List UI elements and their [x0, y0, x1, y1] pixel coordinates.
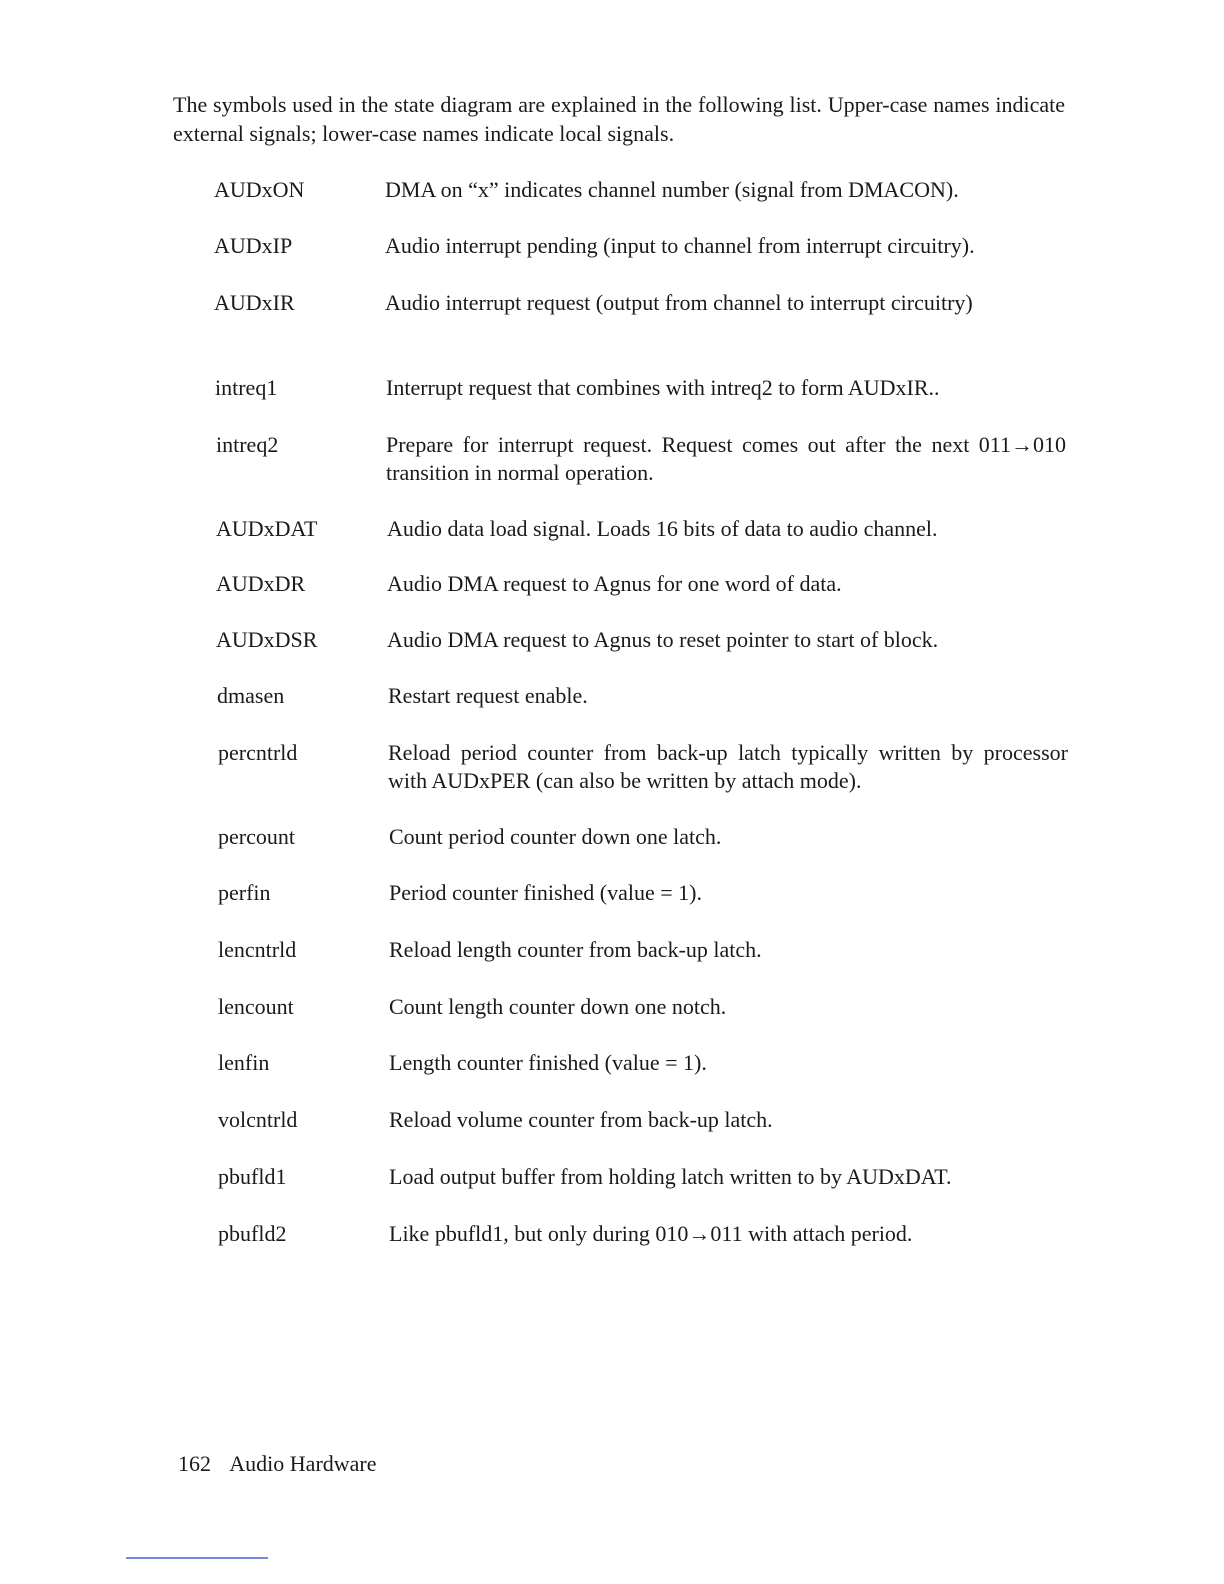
definition-term: dmasen — [217, 683, 285, 708]
section-title: Audio Hardware — [229, 1451, 377, 1476]
definition-description: Load output buffer from holding latch written to by AUDxDAT. — [389, 1164, 952, 1189]
definition-term: intreq2 — [216, 432, 279, 457]
definition-description: Audio data load signal. Loads 16 bits of data to audio channel. — [387, 516, 938, 541]
definition-description: Period counter finished (value = 1). — [389, 880, 702, 905]
definition-term: AUDxIR — [214, 290, 295, 315]
definition-description: Length counter finished (value = 1). — [389, 1050, 707, 1075]
definition-term: pbufld1 — [218, 1164, 287, 1189]
definition-term: percount — [218, 824, 295, 849]
definition-description: Count period counter down one latch. — [389, 824, 722, 849]
page-footer — [178, 1450, 377, 1478]
definition-term: lencntrld — [218, 937, 297, 962]
definition-description: Prepare for interrupt request. Request comes out after the next 011→010 transition in normal operation. — [386, 432, 1066, 485]
definition-description: Reload length counter from back-up latch. — [389, 937, 762, 962]
definition-description: DMA on “x” indicates channel number (signal from DMACON). — [385, 177, 959, 202]
definition-term: intreq1 — [215, 375, 278, 400]
definition-term: AUDxDR — [216, 571, 306, 596]
definition-description: Interrupt request that combines with intreq2 to form AUDxIR.. — [386, 375, 940, 400]
definition-description: Like pbufld1, but only during 010→011 with attach period. — [389, 1221, 913, 1246]
definition-description: Audio interrupt pending (input to channel from interrupt circuitry). — [385, 233, 975, 258]
intro-paragraph: The symbols used in the state diagram are explained in the following list. Upper-case names indicate external signals; lower-case names indicate local signals. — [173, 92, 1065, 146]
definition-term: volcntrld — [218, 1107, 298, 1132]
footer-rule — [126, 1557, 268, 1559]
definition-description: Audio DMA request to Agnus to reset pointer to start of block. — [387, 627, 939, 652]
definition-description: Audio interrupt request (output from channel to interrupt circuitry) — [385, 290, 973, 315]
definition-description: Reload volume counter from back-up latch. — [389, 1107, 773, 1132]
definition-term: percntrld — [218, 740, 298, 765]
definition-term: lencount — [218, 994, 294, 1019]
definition-term: AUDxDAT — [216, 516, 318, 541]
definition-term: lenfin — [218, 1050, 270, 1075]
definition-term: AUDxIP — [214, 233, 293, 258]
definition-description: Reload period counter from back-up latch typically written by processor with AUDxPER (can also be written by attach mode). — [388, 740, 1068, 793]
definition-term: AUDxDSR — [216, 627, 318, 652]
definition-description: Audio DMA request to Agnus for one word of data. — [387, 571, 842, 596]
page-number: 162 — [178, 1451, 211, 1476]
definition-description: Restart request enable. — [388, 683, 588, 708]
definition-term: pbufld2 — [218, 1221, 287, 1246]
definition-term: AUDxON — [214, 177, 305, 202]
definition-term: perfin — [218, 880, 271, 905]
definition-description: Count length counter down one notch. — [389, 994, 727, 1019]
